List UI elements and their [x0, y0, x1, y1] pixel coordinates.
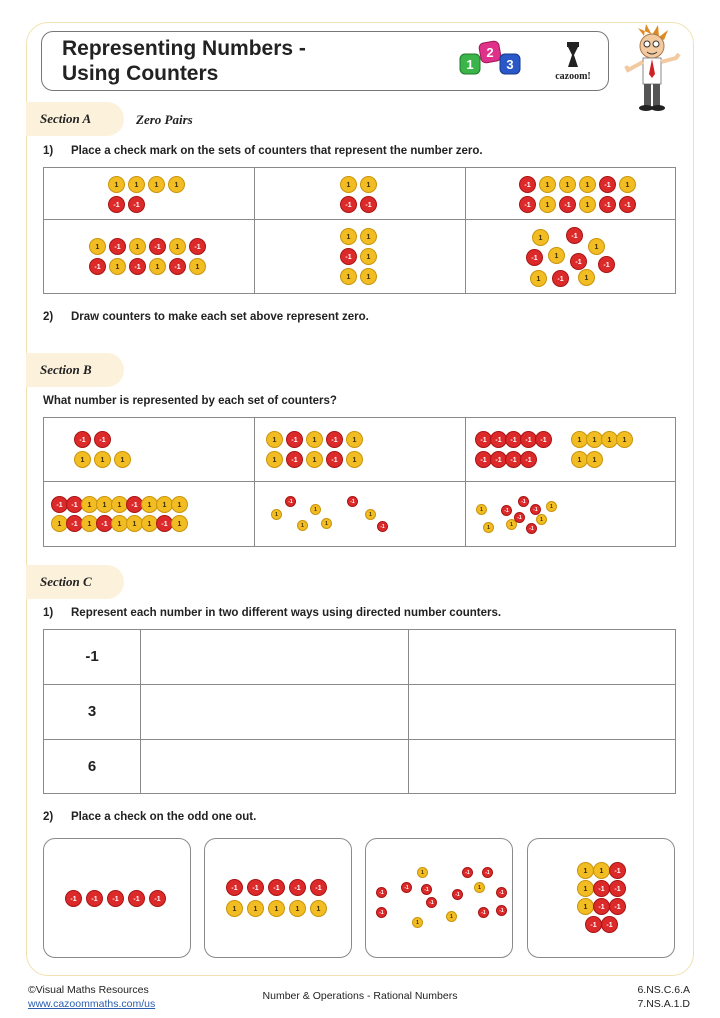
positive-counter: 1 — [321, 518, 332, 529]
negative-counter: -1 — [89, 258, 106, 275]
table-row — [44, 740, 675, 795]
positive-counter: 1 — [111, 496, 128, 513]
positive-counter: 1 — [340, 228, 357, 245]
positive-counter: 1 — [268, 900, 285, 917]
positive-counter: 1 — [474, 882, 485, 893]
negative-counter: -1 — [426, 897, 437, 908]
odd-one-out-option[interactable] — [365, 838, 513, 958]
section-c-question-1 — [43, 607, 501, 619]
target-number: -1 — [44, 630, 141, 684]
positive-counter: 1 — [168, 176, 185, 193]
standard-code: 6.NS.C.6.A — [637, 984, 690, 996]
zero-set-cell[interactable] — [43, 167, 255, 220]
zero-set-cell[interactable] — [465, 219, 676, 294]
positive-counter: 1 — [297, 520, 308, 531]
negative-counter: -1 — [421, 884, 432, 895]
negative-counter: -1 — [128, 890, 145, 907]
negative-counter: -1 — [496, 887, 507, 898]
section-b-tab — [26, 353, 124, 387]
negative-counter: -1 — [505, 451, 522, 468]
positive-counter: 1 — [340, 268, 357, 285]
positive-counter: 1 — [579, 176, 596, 193]
negative-counter: -1 — [599, 196, 616, 213]
positive-counter: 1 — [506, 519, 517, 530]
section-b-label: Section B — [40, 362, 92, 377]
positive-counter: 1 — [189, 258, 206, 275]
negative-counter: -1 — [51, 496, 68, 513]
negative-counter: -1 — [609, 898, 626, 915]
positive-counter: 1 — [346, 431, 363, 448]
positive-counter: 1 — [129, 238, 146, 255]
positive-counter: 1 — [360, 228, 377, 245]
positive-counter: 1 — [483, 522, 494, 533]
number-set-cell[interactable] — [254, 481, 466, 547]
represent-number-table — [43, 629, 676, 794]
zero-set-cell[interactable] — [43, 219, 255, 294]
mascot-character-icon — [618, 22, 686, 114]
column-divider — [408, 630, 409, 684]
section-a-subtitle: Zero Pairs — [136, 112, 193, 127]
negative-counter: -1 — [526, 249, 543, 266]
positive-counter: 1 — [548, 247, 565, 264]
negative-counter: -1 — [286, 431, 303, 448]
section-a-label: Section A — [40, 111, 92, 126]
negative-counter: -1 — [599, 176, 616, 193]
positive-counter: 1 — [81, 496, 98, 513]
positive-counter: 1 — [247, 900, 264, 917]
negative-counter: -1 — [376, 907, 387, 918]
positive-counter: 1 — [128, 176, 145, 193]
title-line-1: Representing Numbers - — [62, 37, 306, 60]
negative-counter: -1 — [65, 890, 82, 907]
positive-counter: 1 — [593, 862, 610, 879]
positive-counter: 1 — [289, 900, 306, 917]
positive-counter: 1 — [586, 431, 603, 448]
target-number: 3 — [44, 685, 141, 739]
negative-counter: -1 — [609, 880, 626, 897]
negative-counter: -1 — [107, 890, 124, 907]
negative-counter: -1 — [226, 879, 243, 896]
negative-counter: -1 — [360, 196, 377, 213]
zero-set-cell[interactable] — [254, 167, 466, 220]
negative-counter: -1 — [478, 907, 489, 918]
negative-counter: -1 — [126, 496, 143, 513]
negative-counter: -1 — [609, 862, 626, 879]
footer-standards — [637, 983, 690, 1011]
positive-counter: 1 — [96, 496, 113, 513]
question-text: Place a check mark on the sets of counters that represent the number zero. — [71, 145, 483, 157]
positive-counter: 1 — [530, 270, 547, 287]
positive-counter: 1 — [114, 451, 131, 468]
negative-counter: -1 — [501, 505, 512, 516]
positive-counter: 1 — [109, 258, 126, 275]
negative-counter: -1 — [96, 515, 113, 532]
negative-counter: -1 — [149, 238, 166, 255]
positive-counter: 1 — [169, 238, 186, 255]
positive-counter: 1 — [306, 431, 323, 448]
negative-counter: -1 — [505, 431, 522, 448]
question-text: Place a check on the odd one out. — [71, 811, 257, 823]
negative-counter: -1 — [310, 879, 327, 896]
question-number: 2) — [43, 311, 54, 323]
negative-counter: -1 — [475, 431, 492, 448]
positive-counter: 1 — [149, 258, 166, 275]
table-row — [44, 685, 675, 740]
section-a-tab — [26, 102, 124, 136]
section-c-tab — [26, 565, 124, 599]
section-c-question-2 — [43, 811, 256, 823]
website-link[interactable]: www.cazoommaths.com/us — [28, 998, 156, 1010]
column-divider — [408, 685, 409, 739]
logo-123-icon — [458, 38, 524, 82]
cazoom-logo — [546, 40, 600, 82]
section-a-question-2 — [43, 311, 369, 323]
negative-counter: -1 — [519, 176, 536, 193]
negative-counter: -1 — [129, 258, 146, 275]
positive-counter: 1 — [412, 917, 423, 928]
negative-counter: -1 — [286, 451, 303, 468]
copyright-text: ©Visual Maths Resources — [28, 984, 149, 996]
positive-counter: 1 — [266, 431, 283, 448]
section-c-label: Section C — [40, 574, 92, 589]
column-divider — [408, 740, 409, 794]
positive-counter: 1 — [536, 514, 547, 525]
negative-counter: -1 — [520, 451, 537, 468]
logo-digit-3: 3 — [506, 57, 514, 72]
positive-counter: 1 — [89, 238, 106, 255]
positive-counter: 1 — [141, 496, 158, 513]
positive-counter: 1 — [588, 238, 605, 255]
positive-counter: 1 — [360, 248, 377, 265]
negative-counter: -1 — [94, 431, 111, 448]
negative-counter: -1 — [593, 880, 610, 897]
negative-counter: -1 — [340, 196, 357, 213]
positive-counter: 1 — [365, 509, 376, 520]
standard-code: 7.NS.A.1.D — [637, 998, 690, 1010]
positive-counter: 1 — [601, 431, 618, 448]
negative-counter: -1 — [566, 227, 583, 244]
negative-counter: -1 — [520, 431, 537, 448]
negative-counter: -1 — [74, 431, 91, 448]
table-row — [44, 630, 675, 685]
positive-counter: 1 — [539, 176, 556, 193]
negative-counter: -1 — [326, 451, 343, 468]
positive-counter: 1 — [417, 867, 428, 878]
positive-counter: 1 — [577, 898, 594, 915]
negative-counter: -1 — [268, 879, 285, 896]
negative-counter: -1 — [585, 916, 602, 933]
negative-counter: -1 — [490, 451, 507, 468]
positive-counter: 1 — [577, 862, 594, 879]
positive-counter: 1 — [360, 268, 377, 285]
section-a-question-1 — [43, 145, 483, 157]
worksheet-title — [62, 36, 306, 86]
odd-one-out-option[interactable] — [527, 838, 675, 958]
cazoom-brand: cazoom! — [555, 71, 591, 82]
number-set-cell[interactable] — [43, 481, 255, 547]
zero-set-cell[interactable] — [465, 167, 676, 220]
positive-counter: 1 — [266, 451, 283, 468]
positive-counter: 1 — [126, 515, 143, 532]
negative-counter: -1 — [593, 898, 610, 915]
number-set-cell[interactable] — [465, 417, 676, 482]
positive-counter: 1 — [539, 196, 556, 213]
positive-counter: 1 — [171, 515, 188, 532]
positive-counter: 1 — [141, 515, 158, 532]
positive-counter: 1 — [559, 176, 576, 193]
positive-counter: 1 — [340, 176, 357, 193]
negative-counter: -1 — [376, 887, 387, 898]
negative-counter: -1 — [347, 496, 358, 507]
negative-counter: -1 — [475, 451, 492, 468]
negative-counter: -1 — [285, 496, 296, 507]
cazoom-figure-icon — [546, 40, 600, 70]
positive-counter: 1 — [108, 176, 125, 193]
positive-counter: 1 — [51, 515, 68, 532]
positive-counter: 1 — [74, 451, 91, 468]
negative-counter: -1 — [514, 512, 525, 523]
negative-counter: -1 — [66, 515, 83, 532]
negative-counter: -1 — [518, 496, 529, 507]
positive-counter: 1 — [310, 504, 321, 515]
positive-counter: 1 — [578, 269, 595, 286]
positive-counter: 1 — [360, 176, 377, 193]
question-text: Draw counters to make each set above represent zero. — [71, 311, 369, 323]
negative-counter: -1 — [496, 905, 507, 916]
positive-counter: 1 — [579, 196, 596, 213]
target-number: 6 — [44, 740, 141, 794]
negative-counter: -1 — [189, 238, 206, 255]
positive-counter: 1 — [171, 496, 188, 513]
negative-counter: -1 — [156, 515, 173, 532]
question-number: 2) — [43, 811, 54, 823]
positive-counter: 1 — [271, 509, 282, 520]
number-set-cell[interactable] — [254, 417, 466, 482]
odd-one-out-option[interactable] — [204, 838, 352, 958]
positive-counter: 1 — [310, 900, 327, 917]
negative-counter: -1 — [519, 196, 536, 213]
positive-counter: 1 — [226, 900, 243, 917]
negative-counter: -1 — [490, 431, 507, 448]
negative-counter: -1 — [535, 431, 552, 448]
negative-counter: -1 — [247, 879, 264, 896]
section-b-prompt: What number is represented by each set of counters? — [43, 395, 337, 407]
number-set-cell[interactable] — [43, 417, 255, 482]
negative-counter: -1 — [108, 196, 125, 213]
negative-counter: -1 — [109, 238, 126, 255]
number-set-cell[interactable] — [465, 481, 676, 547]
negative-counter: -1 — [289, 879, 306, 896]
positive-counter: 1 — [476, 504, 487, 515]
negative-counter: -1 — [452, 889, 463, 900]
positive-counter: 1 — [546, 501, 557, 512]
positive-counter: 1 — [619, 176, 636, 193]
negative-counter: -1 — [552, 270, 569, 287]
positive-counter: 1 — [446, 911, 457, 922]
positive-counter: 1 — [586, 451, 603, 468]
negative-counter: -1 — [66, 496, 83, 513]
footer-topic: Number & Operations - Rational Numbers — [262, 990, 458, 1002]
negative-counter: -1 — [530, 504, 541, 515]
negative-counter: -1 — [462, 867, 473, 878]
positive-counter: 1 — [532, 229, 549, 246]
negative-counter: -1 — [169, 258, 186, 275]
negative-counter: -1 — [377, 521, 388, 532]
logo-digit-2: 2 — [486, 45, 494, 60]
positive-counter: 1 — [156, 496, 173, 513]
odd-one-out-option[interactable] — [43, 838, 191, 958]
zero-set-cell[interactable] — [254, 219, 466, 294]
negative-counter: -1 — [598, 256, 615, 273]
logo-digit-1: 1 — [466, 57, 474, 72]
positive-counter: 1 — [94, 451, 111, 468]
negative-counter: -1 — [340, 248, 357, 265]
negative-counter: -1 — [401, 882, 412, 893]
question-number: 1) — [43, 145, 54, 157]
positive-counter: 1 — [571, 431, 588, 448]
positive-counter: 1 — [346, 451, 363, 468]
negative-counter: -1 — [601, 916, 618, 933]
negative-counter: -1 — [128, 196, 145, 213]
negative-counter: -1 — [619, 196, 636, 213]
negative-counter: -1 — [570, 253, 587, 270]
negative-counter: -1 — [326, 431, 343, 448]
negative-counter: -1 — [149, 890, 166, 907]
positive-counter: 1 — [616, 431, 633, 448]
question-number: 1) — [43, 607, 54, 619]
positive-counter: 1 — [81, 515, 98, 532]
title-line-2: Using Counters — [62, 62, 219, 85]
positive-counter: 1 — [148, 176, 165, 193]
positive-counter: 1 — [111, 515, 128, 532]
negative-counter: -1 — [482, 867, 493, 878]
positive-counter: 1 — [577, 880, 594, 897]
question-text: Represent each number in two different ways using directed number counters. — [71, 607, 502, 619]
positive-counter: 1 — [571, 451, 588, 468]
positive-counter: 1 — [306, 451, 323, 468]
negative-counter: -1 — [526, 523, 537, 534]
negative-counter: -1 — [86, 890, 103, 907]
negative-counter: -1 — [559, 196, 576, 213]
